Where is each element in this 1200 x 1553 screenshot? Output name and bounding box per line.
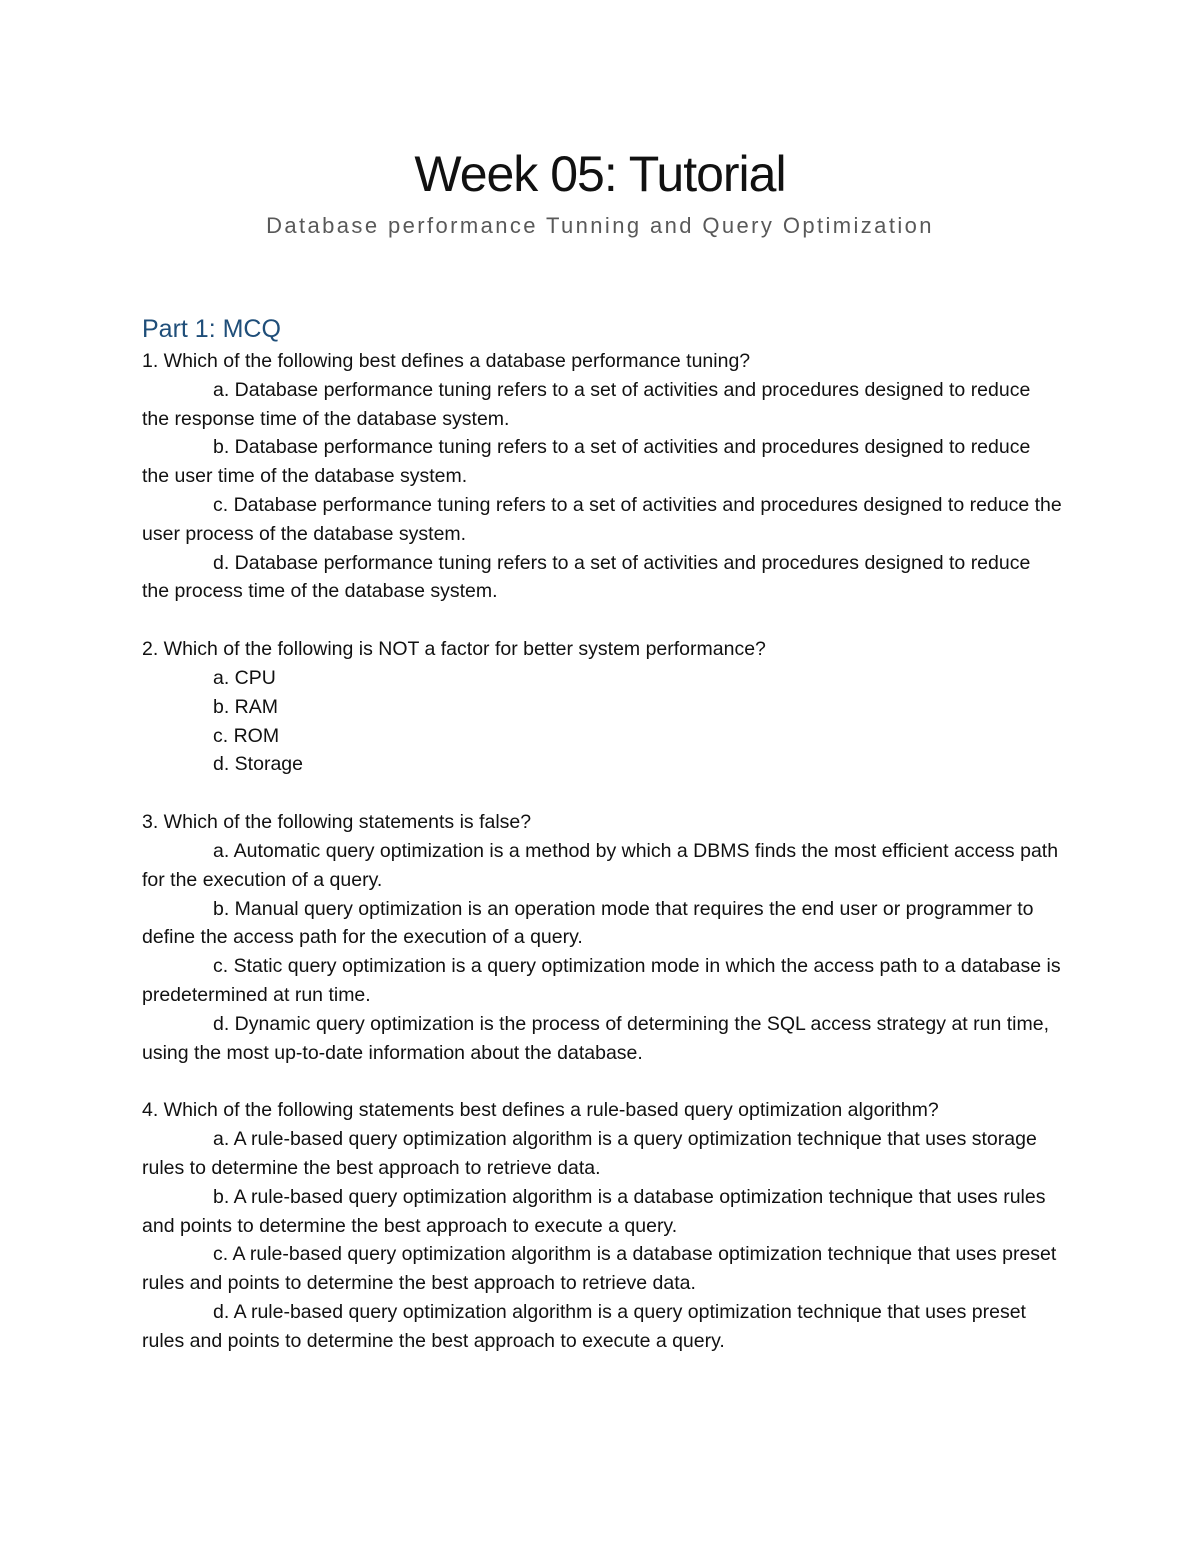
option-d: d. Database performance tuning refers to a set of activities and procedures designed to reduce the process time of the database system.	[142, 551, 1031, 603]
option-c: c. Database performance tuning refers to a set of activities and procedures designed to reduce the user process of the database system.	[142, 493, 1062, 545]
option-a: a. A rule-based query optimization algorithm is a query optimization technique that uses storage rules to determine the best approach to retrieve data.	[142, 1128, 1037, 1179]
question-stem: 3. Which of the following statements is false?	[142, 811, 532, 834]
option-c: c. ROM	[213, 724, 280, 747]
option-c: c. A rule-based query optimization algorithm is a database optimization technique that uses preset rules and points to determine the best approach to retrieve data.	[142, 1243, 1057, 1295]
question-stem: 2. Which of the following is NOT a factor for better system performance?	[142, 638, 766, 661]
option-d: d. Storage	[213, 753, 303, 776]
option-b: b. Database performance tuning refers to a set of activities and procedures designed to reduce the user time of the database system.	[142, 436, 1031, 488]
question-2	[142, 635, 1062, 779]
option-a: a. CPU	[213, 666, 276, 689]
option-c: c. Static query optimization is a query optimization mode in which the access path to a database is predetermined at run time.	[142, 955, 1061, 1006]
question-3	[142, 808, 1062, 1067]
part-heading: Part 1: MCQ	[142, 315, 281, 343]
option-b: b. RAM	[213, 695, 279, 718]
document-subtitle: Database performance Tunning and Query Optimization	[266, 213, 934, 238]
option-a: a. Database performance tuning refers to a set of activities and procedures designed to reduce the response time of the database system.	[142, 378, 1031, 430]
question-stem: 4. Which of the following statements best defines a rule-based query optimization algorithm?	[142, 1099, 939, 1122]
option-a: a. Automatic query optimization is a method by which a DBMS finds the most efficient access path for the execution of a query.	[142, 839, 1059, 891]
question-1	[142, 347, 1062, 606]
question-stem: 1. Which of the following best defines a database performance tuning?	[142, 350, 751, 372]
document-body	[142, 311, 1062, 1385]
option-b: b. A rule-based query optimization algorithm is a database optimization technique that uses rules and points to determine the best approach to execute a query.	[142, 1185, 1046, 1237]
option-d: d. Dynamic query optimization is the process of determining the SQL access strategy at run time, using the most up-to-date information about the database.	[142, 1012, 1049, 1064]
question-4	[142, 1096, 1062, 1355]
option-b: b. Manual query optimization is an operation mode that requires the end user or programmer to define the access path for the execution of a query.	[142, 897, 1034, 949]
document-title: Week 05: Tutorial	[414, 146, 786, 202]
option-d: d. A rule-based query optimization algorithm is a query optimization technique that uses preset rules and points to determine the best approach to execute a query.	[142, 1300, 1026, 1352]
